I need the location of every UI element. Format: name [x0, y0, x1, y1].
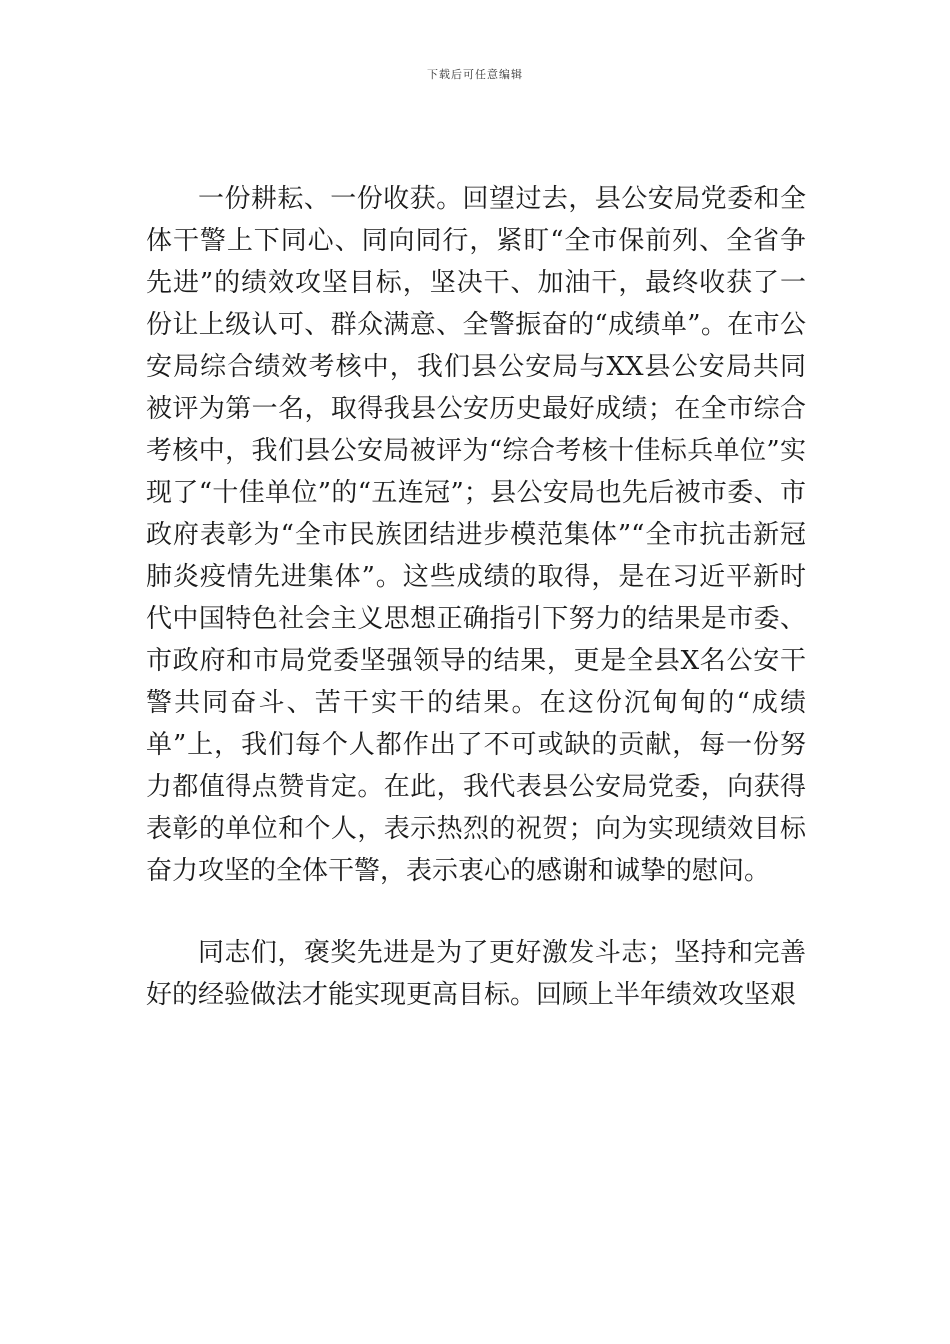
- paragraph-2: 同志们，褒奖先进是为了更好激发斗志；坚持和完善好的经验做法才能实现更高目标。回顾上半年绩效攻坚艰: [146, 938, 806, 1010]
- paragraph-1: 一份耕耘、一份收获。回望过去，县公安局党委和全体干警上下同心、同向同行，紧盯“全市保前列、全省争先进”的绩效攻坚目标，坚决干、加油干，最终收获了一份让上级认可、群众满意、全警振奋的“成绩单”。在市公安局综合绩效考核中，我们县公安局与XX县公安局共同被评为第一名，取得我县公安历史最好成绩；在全市综合考核中，我们县公安局被评为“综合考核十佳标兵单位”实现了“十佳单位”的“五连冠”；县公安局也先后被市委、市政府表彰为“全市民族团结进步模范集体”“全市抗击新冠肺炎疫情先进集体”。这些成绩的取得，是在习近平新时代中国特色社会主义思想正确指引下努力的结果是市委、市政府和市局党委坚强领导的结果，更是全县X名公安干警共同奋斗、苦干实干的结果。在这份沉甸甸的“成绩单”上，我们每个人都作出了不可或缺的贡献，每一份努力都值得点赞肯定。在此，我代表县公安局党委，向获得表彰的单位和个人，表示热烈的祝贺；向为实现绩效目标奋力攻坚的全体干警，表示衷心的感谢和诚挚的慰问。: [146, 184, 806, 886]
- page-header-note: 下载后可任意编辑: [427, 68, 523, 81]
- document-body: [146, 178, 806, 1016]
